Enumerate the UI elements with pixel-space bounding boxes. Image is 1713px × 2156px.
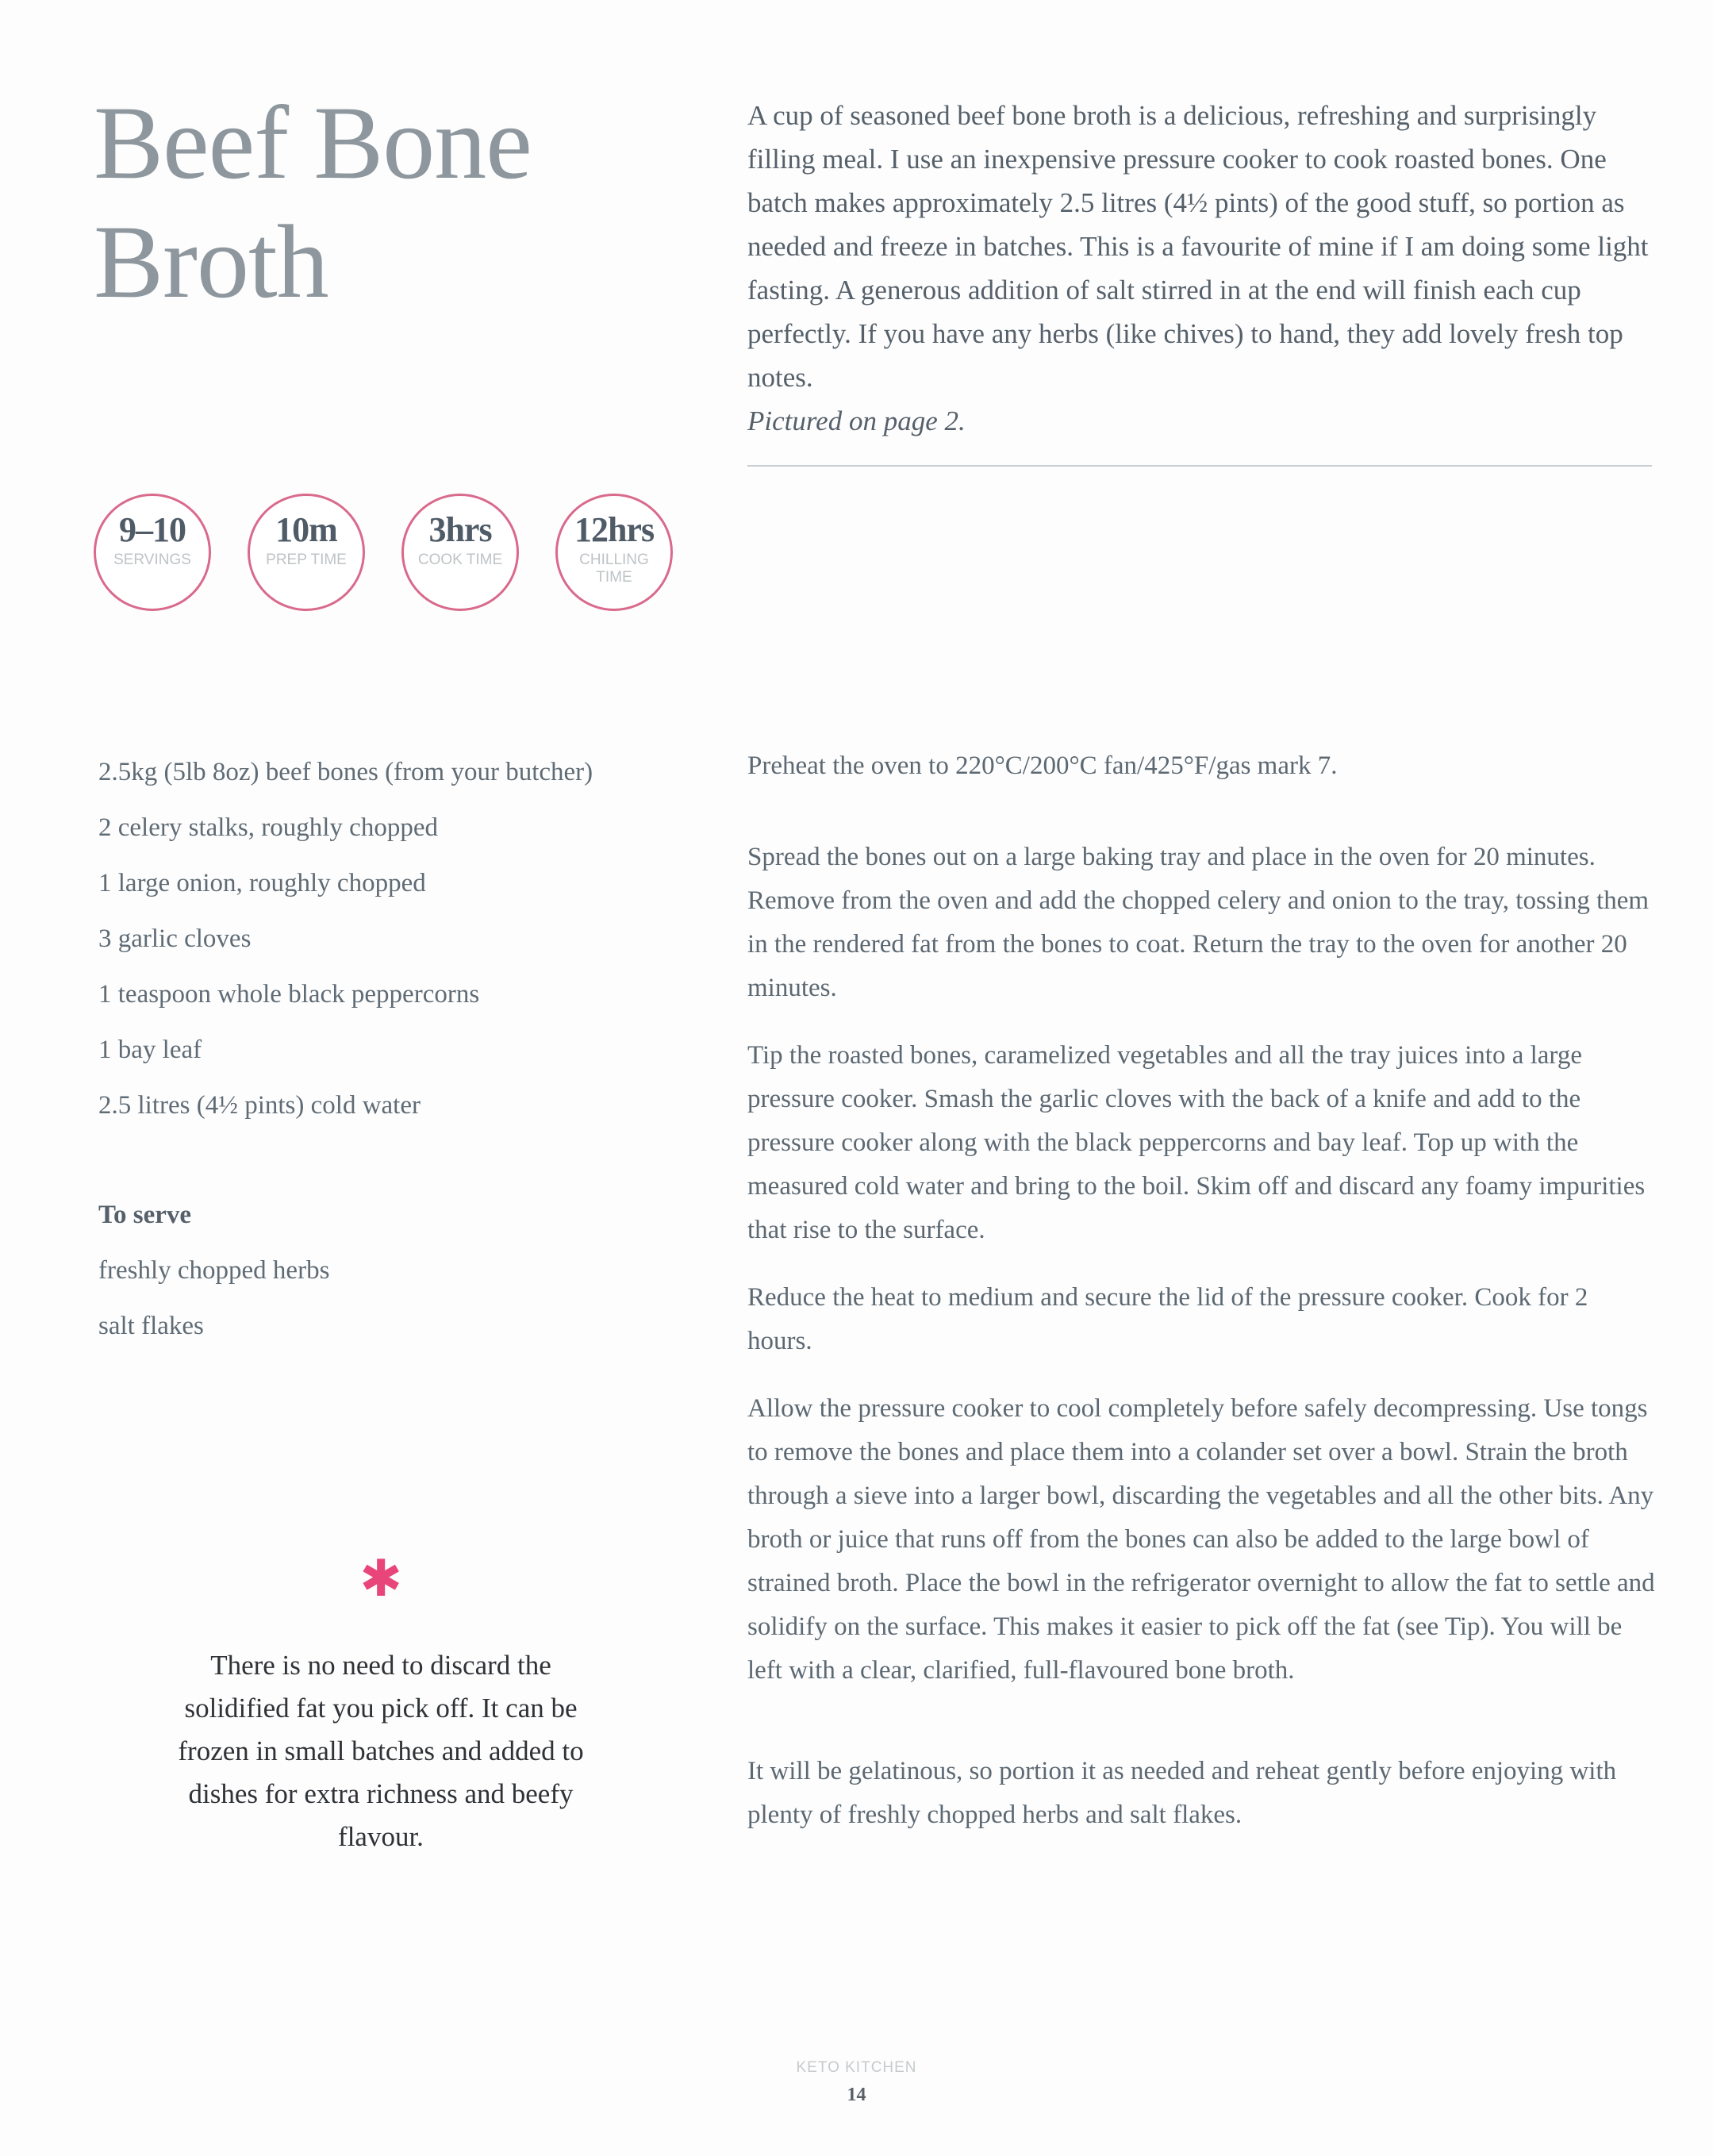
stat-label: COOK TIME: [417, 551, 503, 568]
stat-prep-time: [248, 494, 365, 611]
stat-value: 12hrs: [574, 510, 655, 549]
ingredient-item: 2.5kg (5lb 8oz) beef bones (from your butcher): [98, 758, 593, 786]
stat-label: CHILLING TIME: [579, 551, 649, 586]
book-title: KETO KITCHEN: [796, 2059, 917, 2076]
method-step: Allow the pressure cooker to cool completely before safely decompressing. Use tongs to remove the bones and place them into a colander set over a bowl. Strain the broth through a sieve into a larger bowl, discarding the vegetables and all the other bits. Any broth or juice that runs off from the bones can also be added to the large bowl of strained broth. Place the bowl in the refrigerator overnight to allow the fat to settle and solidify on the surface. This makes it easier to pick off the fat (see Tip). You will be left with a clear, clarified, full-flavoured bone broth.: [747, 1394, 1655, 1685]
tip-text: There is no need to discard the solidified fat you pick off. It can be frozen in small batches and added to dishes for extra richness and beefy flavour.: [178, 1650, 584, 1852]
method-step: It will be gelatinous, so portion it as needed and reheat gently before enjoying with plenty of freshly chopped herbs and salt flakes.: [747, 1757, 1617, 1829]
method-steps: [747, 744, 1656, 1861]
method-step: Spread the bones out on a large baking tray and place in the oven for 20 minutes. Remove from the oven and add the chopped celery and onion to the tray, tossing them in the rendered fat from the bones to coat. Return the tray to the oven for another 20 minutes.: [747, 843, 1650, 1002]
method-step: Preheat the oven to 220°C/200°C fan/425°F/gas mark 7.: [747, 751, 1338, 780]
stat-label: SERVINGS: [113, 551, 191, 568]
serve-item: salt flakes: [98, 1312, 204, 1340]
method-step: Reduce the heat to medium and secure the lid of the pressure cooker. Cook for 2 hours.: [747, 1283, 1588, 1355]
pictured-note: Pictured on page 2.: [747, 405, 966, 436]
to-serve-heading: To serve: [98, 1201, 192, 1229]
stat-value: 10m: [275, 510, 337, 549]
recipe-intro: [747, 94, 1652, 443]
recipe-stats: [94, 494, 673, 611]
ingredient-item: 1 bay leaf: [98, 1036, 202, 1064]
ingredients-list: [98, 744, 701, 1354]
tip-box: [159, 1550, 603, 1858]
method-step: Tip the roasted bones, caramelized vegetables and all the tray juices into a large pressure cooker. Smash the garlic cloves with the back of a knife and add to the pressure cooker along with the black peppercorns and bay leaf. Top up with the measured cold water and bring to the boil. Skim off and discard any foamy impurities that rise to the surface.: [747, 1041, 1646, 1244]
recipe-title: [94, 83, 665, 321]
stat-value: 9–10: [119, 510, 186, 549]
stat-servings: [94, 494, 211, 611]
page-number: 14: [847, 2085, 866, 2105]
serve-item: freshly chopped herbs: [98, 1256, 330, 1285]
title-line-1: Beef Bone: [94, 84, 532, 201]
title-line-2: Broth: [94, 203, 328, 320]
intro-divider: [747, 465, 1652, 467]
intro-text: A cup of seasoned beef bone broth is a delicious, refreshing and surprisingly filling meal. I use an inexpensive pressure cooker to cook roasted bones. One batch makes approximately 2.5 litres (4½ pints) of the good stuff, so portion as needed and freeze in batches. This is a favourite of mine if I am doing some light fasting. A generous addition of salt stirred in at the end will finish each cup perfectly. If you have any herbs (like chives) to hand, they add lovely fresh top notes.: [747, 100, 1649, 393]
ingredient-item: 2.5 litres (4½ pints) cold water: [98, 1091, 421, 1120]
ingredient-item: 2 celery stalks, roughly chopped: [98, 813, 438, 842]
ingredient-item: 1 teaspoon whole black peppercorns: [98, 980, 480, 1009]
stat-value: 3hrs: [428, 510, 492, 549]
asterisk-icon: ✱: [359, 1550, 402, 1608]
ingredient-item: 3 garlic cloves: [98, 924, 252, 953]
stat-cook-time: [401, 494, 519, 611]
page-footer: [0, 2059, 1713, 2106]
stat-label: PREP TIME: [266, 551, 347, 568]
stat-chilling-time: [555, 494, 673, 611]
ingredient-item: 1 large onion, roughly chopped: [98, 869, 426, 897]
